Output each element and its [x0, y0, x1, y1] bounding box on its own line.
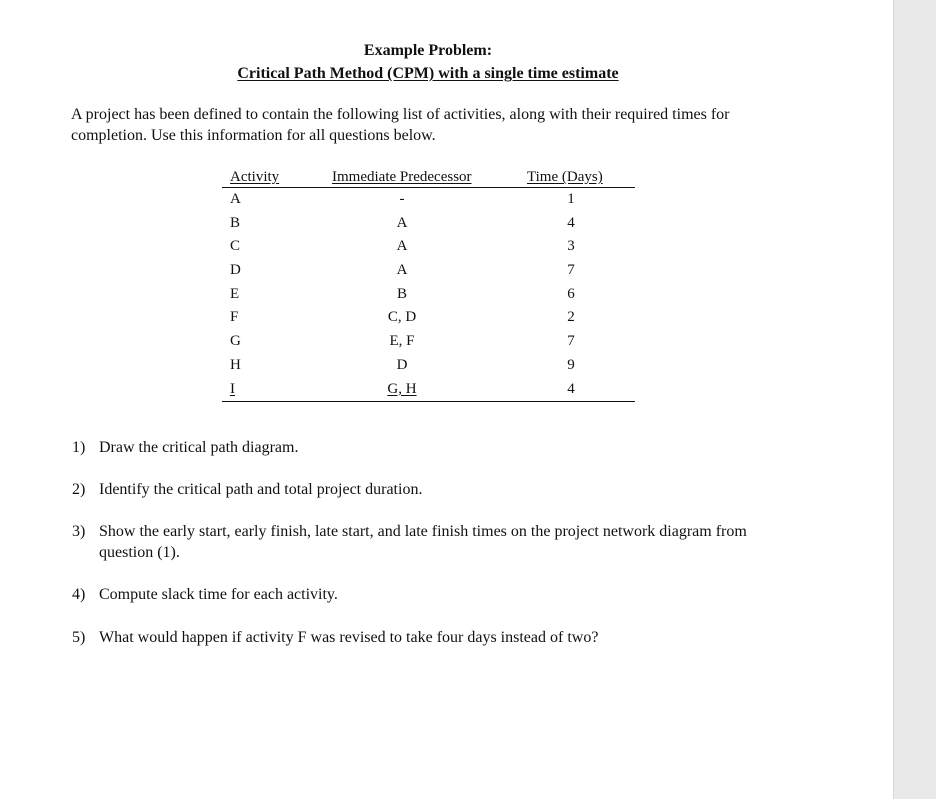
- cell-time: 1: [567, 191, 575, 207]
- question-number: 4): [72, 586, 86, 603]
- question-3: [72, 521, 782, 563]
- cell-activity: E: [230, 285, 240, 302]
- question-text: Show the early start, early finish, late start, and late finish times on the project network diagram from question (1).: [99, 523, 747, 561]
- cell-predecessor: E, F: [389, 333, 415, 350]
- title-line-2: Critical Path Method (CPM) with a single time estimate: [237, 65, 619, 82]
- title-line-2-container: [0, 64, 856, 84]
- table-row: [222, 330, 635, 354]
- question-number: 5): [72, 629, 86, 646]
- cell-activity: C: [230, 238, 241, 255]
- question-4: [72, 584, 782, 605]
- table-row: [222, 235, 635, 259]
- header-predecessor: Immediate Predecessor: [332, 169, 472, 185]
- cell-time: 7: [567, 262, 575, 279]
- cell-activity: I: [230, 380, 235, 397]
- question-text: Draw the critical path diagram.: [99, 439, 299, 456]
- cell-activity: A: [230, 191, 241, 207]
- cell-time: 2: [567, 309, 575, 326]
- cell-activity: F: [230, 309, 239, 326]
- question-text: Compute slack time for each activity.: [99, 586, 338, 603]
- question-number: 3): [72, 523, 86, 540]
- question-number: 2): [72, 481, 86, 498]
- cell-time: 7: [567, 333, 575, 350]
- cell-predecessor: B: [396, 285, 407, 302]
- cell-activity: H: [230, 356, 241, 373]
- header-activity: Activity: [230, 169, 280, 185]
- activity-table: [222, 168, 635, 402]
- table-row: [222, 212, 635, 236]
- table-header: [222, 168, 635, 188]
- table-row: [222, 283, 635, 307]
- cell-predecessor: D: [396, 356, 408, 373]
- cell-time: 6: [567, 285, 575, 302]
- question-text: Identify the critical path and total project duration.: [99, 481, 423, 498]
- table-row: [222, 306, 635, 330]
- question-1: [72, 437, 782, 458]
- question-5: [72, 627, 782, 648]
- viewer-gutter: [893, 0, 936, 799]
- header-time: Time (Days): [527, 169, 603, 185]
- cell-predecessor: G, H: [387, 380, 417, 397]
- table-row: [222, 354, 635, 378]
- cell-predecessor: A: [396, 214, 408, 231]
- cell-activity: D: [230, 262, 241, 279]
- cell-activity: G: [230, 333, 241, 350]
- cell-time: 4: [567, 214, 575, 231]
- question-2: [72, 479, 782, 500]
- cell-time: 4: [567, 380, 575, 397]
- table-row: [222, 188, 635, 212]
- cell-predecessor: A: [396, 238, 408, 255]
- question-number: 1): [72, 439, 86, 456]
- cell-predecessor: -: [399, 191, 405, 207]
- cell-predecessor: A: [396, 262, 408, 279]
- table-row: [222, 259, 635, 283]
- cell-activity: B: [230, 214, 241, 231]
- cell-time: 3: [567, 238, 575, 255]
- table-row: [222, 378, 635, 403]
- title-line-1: Example Problem:: [363, 42, 493, 59]
- intro-paragraph: A project has been defined to contain the following list of activities, along with their required times for completion. Use this information for all questions below.: [71, 106, 730, 144]
- question-text: What would happen if activity F was revised to take four days instead of two?: [99, 629, 599, 646]
- cell-time: 9: [567, 356, 575, 373]
- cell-predecessor: C, D: [387, 309, 417, 326]
